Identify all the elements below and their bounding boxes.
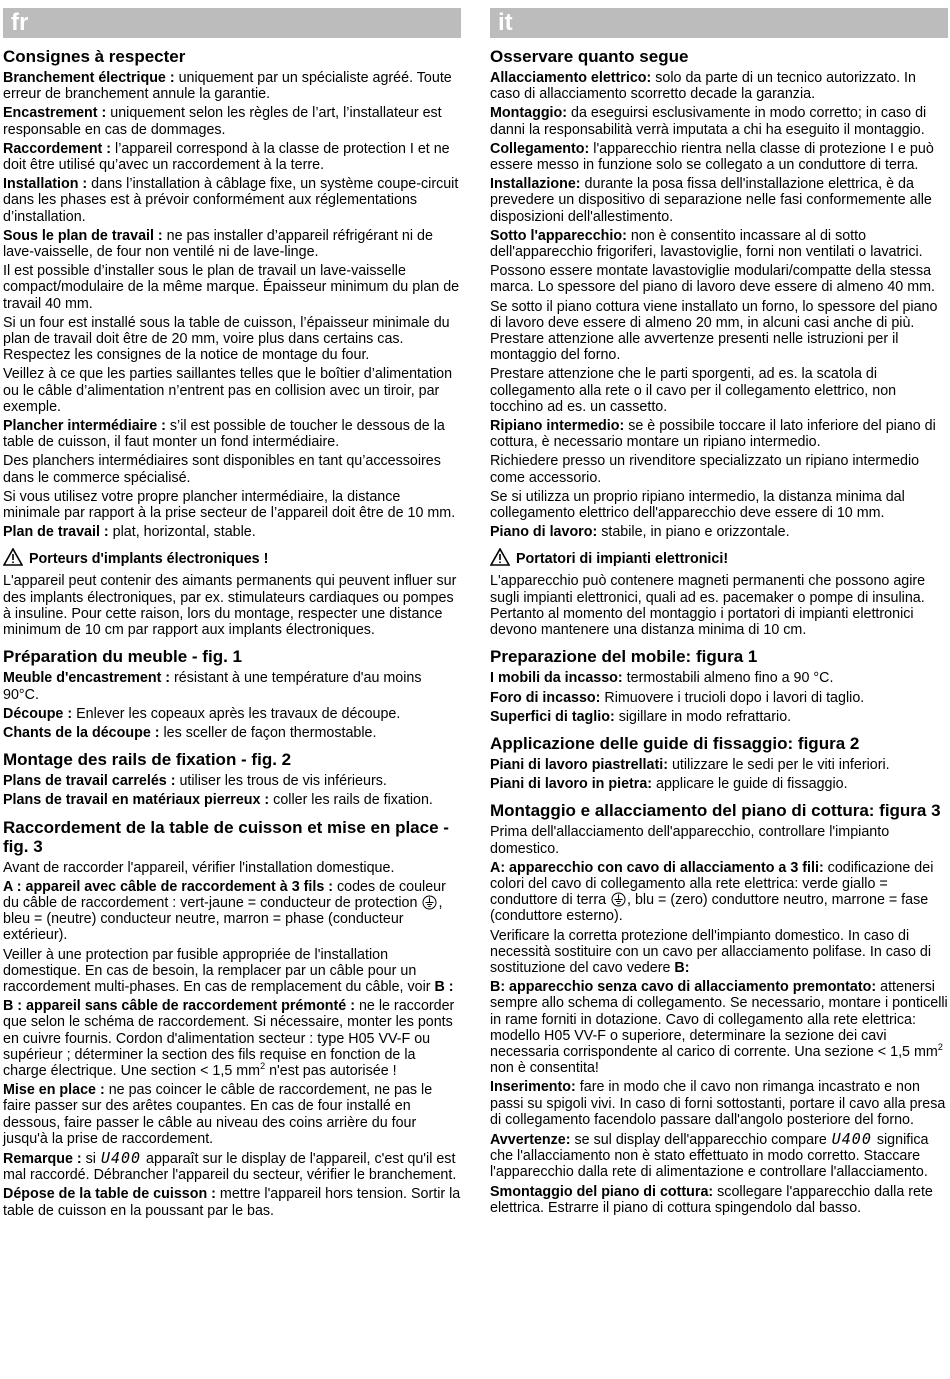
ground-symbol-icon [611, 892, 626, 907]
para-a-cable: A : appareil avec câble de raccordement à 3 fils : codes de couleur du câble de raccordement : vert-jaune = conducteur de protection , bleu = (neutre) conducteur neutre, marron = phase (conducteur extérieur). [3, 878, 446, 944]
para-ripiano: Ripiano intermedio: se è possibile toccare il lato inferiore del piano di cottura, è necessario montare un ripiano intermedio. [490, 418, 936, 451]
para-smontaggio: Smontaggio del piano di cottura: scollegare l'apparecchio dalla rete elettrica. Estrarre il piano di cottura spingendolo dal basso. [490, 1183, 933, 1216]
para-superfici: Superfici di taglio: sigillare in modo refrattario. [490, 708, 792, 725]
heading-guide: Applicazione delle guide di fissaggio: figura 2 [490, 733, 860, 753]
language-banner-it: it [490, 8, 948, 38]
para-encastrement: Encastrement : uniquement selon les règles de l’art, l’installateur est responsable en cas de dommages. [3, 105, 442, 138]
para-forno: Se sotto il piano cottura viene installato un forno, lo spessore del piano di lavoro deve essere di almeno 20 mm, in alcuni casi anche di più. Prestare attenzione alle avvertenze presenti nelle istruzioni per il montaggio del forno. [490, 298, 938, 364]
para-montaggio: Montaggio: da eseguirsi esclusivamente in modo corretto; in caso di danni la responsabilità verrà imputata a chi ha eseguito il montaggio. [490, 105, 927, 138]
para-prestare: Prestare attenzione che le parti sporgenti, ad es. la scatola di collegamento alla rete o il cavo per il collegamento elettrico, non tocchino ad es. un cassetto. [490, 366, 897, 415]
para-installazione: Installazione: durante la posa fissa dell'installazione elettrica, è da prevedere un dispositivo di separazione nelle fasi conformemente alle disposizioni dell'allestimento. [490, 176, 932, 225]
display-code: U400 [831, 1129, 872, 1148]
para-piano-lavoro: Piano di lavoro: stabile, in piano e orizzontale. [490, 524, 790, 541]
para-branchement: Branchement électrique : uniquement par un spécialiste agréé. Toute erreur de branchement annule la garantie. [3, 70, 452, 103]
para-avvertenze: Avvertenze: se sul display dell'apparecchio compare U400 significa che l'allacciamento non è stato effettuato in modo corretto. Staccare l'apparecchio dalla rete di alimentazione e controllare l'allacciamento. [490, 1129, 929, 1181]
para-plancher: Plancher intermédiaire : s’il est possible de toucher le dessous de la table de cuisson, il faut monter un fond intermédiaire. [3, 418, 445, 451]
para-plan-travail: Plan de travail : plat, horizontal, stable. [3, 524, 256, 541]
para-foro: Foro di incasso: Rimuovere i trucioli dopo i lavori di taglio. [490, 689, 865, 706]
para-raccordement: Raccordement : l’appareil correspond à la classe de protection I et ne doit être utilisé qu’avec un raccordement à la terre. [3, 140, 450, 174]
heading-preparation: Préparation du meuble - fig. 1 [3, 647, 242, 667]
para-avant: Avant de raccorder l'appareil, vérifier l'installation domestique. [3, 859, 395, 876]
ground-symbol-icon [422, 895, 437, 910]
para-mobili: I mobili da incasso: termostabili almeno fino a 90 °C. [490, 670, 834, 687]
para-impianti: L'apparecchio può contenere magneti permanenti che possono agire sugli impianti elettronici, quali ad es. pacemaker o pompe di insulina. Pertanto al momento del montaggio i portatori di impianti elettronici devono mantenere una distanza minima di 10 cm. [490, 573, 926, 639]
para-lavastoviglie: Possono essere montate lavastoviglie modulari/compatte della stessa marca. Lo spessore del piano di lavoro deve essere di almeno 40 mm. [490, 263, 936, 296]
heading-consignes: Consignes à respecter [3, 47, 186, 66]
para-mise-en-place: Mise en place : ne pas coincer le câble de raccordement, ne pas le faire passer sur des arêtes coupantes. En cas de four installé en dessous, faire passer le câble au niveau des coins arrière du four jusqu'à la prise de raccordement. [3, 1082, 433, 1147]
para-ripiano-3: Se si utilizza un proprio ripiano intermedio, la distanza minima dal collegamento elettrico dell'apparecchio deve essere di 10 mm. [490, 488, 905, 522]
para-inserimento: Inserimento: fare in modo che il cavo non rimanga incastrato e non passi su spigoli vivi. In caso di forni sottostanti, portare il cavo alla presa di collegamento facendolo passare dall'angolo posteriore del forno. [490, 1079, 946, 1128]
para-lave-vaisselle: Il est possible d’installer sous le plan de travail un lave-vaisselle compact/modulaire de la même marque. Épaisseur minimum du plan de travail 40 mm. [3, 263, 460, 312]
para-decoupe: Découpe : Enlever les copeaux après les travaux de découpe. [3, 705, 401, 722]
para-piastrellati: Piani di lavoro piastrellati: utilizzare le sedi per le viti inferiori. [490, 756, 890, 773]
warning-triangle-icon [490, 548, 510, 566]
para-veillez: Veillez à ce que les parties saillantes telles que le boîtier d’alimentation ou le câble d’alimentation n’entrent pas en collision avec un tiroir, par exemple. [3, 366, 453, 415]
para-a-cavo: A: apparecchio con cavo di allacciamento a 3 fili: codificazione dei colori del cavo di collegamento alla rete elettrica: verde giallo = conduttore di terra , blu = (zero) conduttore neutro, marrone = fase (conduttore esterno). [490, 859, 934, 925]
para-remarque: Remarque : si U400 apparaît sur le display de l'appareil, c'est qu'il est mal raccordé. Débrancher l'appareil du secteur, vérifier le branchement. [3, 1148, 457, 1184]
warning-triangle-icon [3, 548, 23, 566]
para-chants: Chants de la découpe : les sceller de façon thermostable. [3, 724, 377, 741]
para-veiller: Veiller à une protection par fusible appropriée de l'installation domestique. En cas de besoin, la remplacer par un câble pour un raccordement multi-phases. En cas de remplacement du câble, voir B : [3, 946, 454, 995]
para-depose: Dépose de la table de cuisson : mettre l'appareil hors tension. Sortir la table de cuisson en la poussant par le bas. [3, 1186, 461, 1219]
para-four: Si un four est installé sous la table de cuisson, l’épaisseur minimale du plan de travail doit être de 20 mm, voire plus dans certains cas. Respectez les consignes de la notice de montage du four. [3, 314, 450, 364]
para-installation: Installation : dans l’installation à câblage fixe, un système coupe-circuit dans les phases est à prévoir conformément aux réglementations d’installation. [3, 176, 459, 225]
warning-implants-fr: Porteurs d'implants électroniques ! [3, 548, 461, 568]
para-pierreux: Plans de travail en matériaux pierreux : coller les rails de fixation. [3, 792, 433, 809]
column-italian [490, 8, 948, 1219]
heading-rails: Montage des rails de fixation - fig. 2 [3, 750, 292, 770]
para-collegamento: Collegamento: l'apparecchio rientra nella classe di protezione I e può essere messo in funzione solo se collegato a un conduttore di terra. [490, 140, 934, 174]
heading-preparazione: Preparazione del mobile: figura 1 [490, 647, 758, 667]
warning-implants-it: Portatori di impianti elettronici! [490, 548, 948, 568]
language-banner-fr: fr [3, 8, 461, 38]
para-sotto: Sotto l'apparecchio: non è consentito incassare al di sotto dell'apparecchio frigoriferi, lavastoviglie, forni non ventilati o lavatrici. [490, 227, 923, 261]
heading-raccordement: Raccordement de la table de cuisson et mise en place - fig. 3 [3, 817, 449, 856]
para-carreles: Plans de travail carrelés : utiliser les trous de vis inférieurs. [3, 773, 387, 790]
para-plancher-3: Si vous utilisez votre propre plancher intermédiaire, la distance minimale par rapport à la prise secteur de l’appareil doit être de 10 mm. [3, 488, 456, 522]
para-sous-plan: Sous le plan de travail : ne pas installer d’appareil réfrigérant ni de lave-vaisselle, de four non ventilé ni de lave-linge. [3, 227, 433, 261]
para-plancher-2: Des planchers intermédiaires sont disponibles en tant qu’accessoires dans le commerce spécialisé. [3, 453, 441, 486]
para-pietra: Piani di lavoro in pietra: applicare le guide di fissaggio. [490, 776, 848, 793]
para-b-cable: B : appareil sans câble de raccordement prémonté : ne le raccorder que selon le schéma de raccordement. Si nécessaire, monter les ponts en cuivre fournis. Cordon d'alimentation secteur : type H05 VV-F ou supérieur ; déterminer la section des fils requise en fonction de la charge électrique. Une section < 1,5 $mm^2$ n'est pas autorisée ! [3, 998, 455, 1079]
para-meuble: Meuble d'encastrement : résistant à une température d'au moins 90°C. [3, 670, 422, 703]
para-implants: L'appareil peut contenir des aimants permanents qui peuvent influer sur des implants électroniques, par ex. stimulateurs cardiaques ou pompes à insuline. Pour cette raison, lors du montage, respecter une distance minimum de 10 cm par rapport aux implants électroniques. [3, 573, 457, 639]
para-prima: Prima dell'allacciamento dell'apparecchio, controllare l'impianto domestico. [490, 824, 890, 857]
heading-osservare: Osservare quanto segue [490, 47, 689, 66]
column-french [3, 8, 461, 1222]
para-allacciamento: Allacciamento elettrico: solo da parte di un tecnico autorizzato. In caso di allacciamento scorretto decade la garanzia. [490, 70, 916, 103]
heading-montaggio-allacciamento: Montaggio e allacciamento del piano di cottura: figura 3 [490, 801, 941, 821]
para-verificare: Verificare la corretta protezione dell'impianto domestico. In caso di necessità sostituire con un cavo per allacciamento polifase. In caso di sostituzione del cavo vedere B: [490, 927, 932, 976]
para-ripiano-2: Richiedere presso un rivenditore specializzato un ripiano intermedio come accessorio. [490, 453, 920, 486]
display-code: U400 [100, 1148, 142, 1167]
para-b-cavo: B: apparecchio senza cavo di allacciamento premontato: attenersi sempre allo schema di collegamento. Se necessario, montare i ponticelli in rame forniti in dotazione. Cavo di collegamento alla rete elettrica: modello H05 VV-F o superiore, determinare la sezione dei cavi necessaria corrispondente al carico di corrente. Una sezione < 1,5 $mm^2$ non è consentita! [490, 979, 948, 1077]
